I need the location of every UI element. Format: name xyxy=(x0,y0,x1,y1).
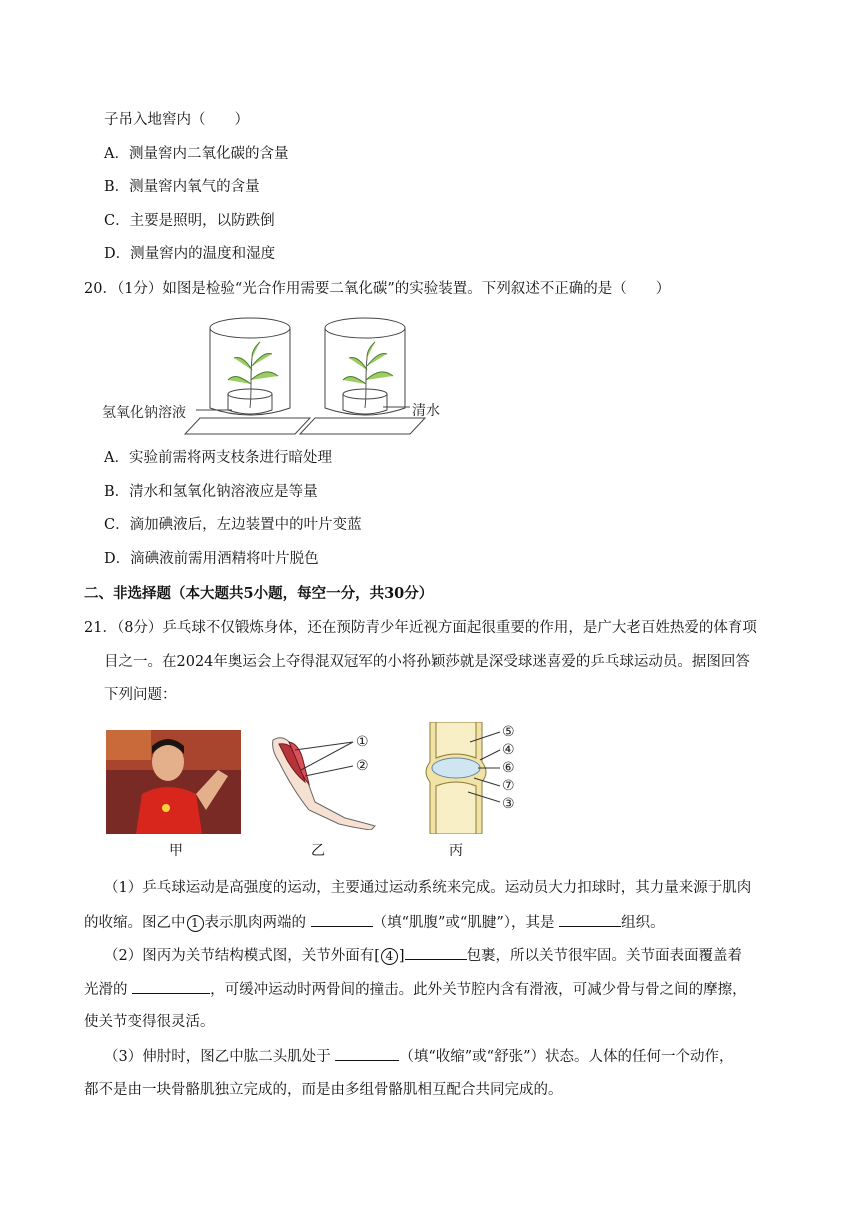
q19-stem-tail: 子吊入地窖内（ ） xyxy=(104,112,249,128)
yi-label-2: ② xyxy=(356,758,369,774)
q21-p2-line3: 使关节变得很灵活。 xyxy=(84,1014,215,1030)
label-clear-water: 清水 xyxy=(412,403,440,419)
athlete-photo xyxy=(106,730,241,834)
q21-p3-line2: 都不是由一块骨骼肌独立完成的，而是由多组骨骼肌相互配合共同完成的。 xyxy=(84,1082,563,1098)
q21-p2-text-a: （2）图丙为关节结构模式图，关节外面有[ xyxy=(104,948,380,964)
q21-stem-line3: 下列问题： xyxy=(104,687,177,703)
q21-p1-text-d: 组织。 xyxy=(621,915,665,931)
q21-p2-text-b: ] xyxy=(398,948,405,964)
q20-option-d: D．滴碘液前需用酒精将叶片脱色 xyxy=(104,551,319,567)
bing-label-3: ③ xyxy=(502,796,515,812)
q20-option-b: B．清水和氢氧化钠溶液应是等量 xyxy=(104,484,318,500)
q19-option-a: A．测量窖内二氧化碳的含量 xyxy=(104,146,289,162)
q21-p1-line2 xyxy=(84,912,665,933)
answer-blank-1[interactable] xyxy=(311,912,373,927)
q21-p2-line2 xyxy=(84,979,747,1000)
q20-option-a: A．实验前需将两支枝条进行暗处理 xyxy=(104,450,332,466)
yi-label-1: ① xyxy=(356,734,369,750)
q21-p2-line1 xyxy=(104,945,742,966)
answer-blank-3[interactable] xyxy=(405,945,467,960)
answer-blank-5[interactable] xyxy=(335,1046,399,1061)
q21-p2-text-d: 光滑的 xyxy=(84,982,128,998)
answer-blank-4[interactable] xyxy=(132,979,210,994)
q19-option-c: C．主要是照明，以防跌倒 xyxy=(104,213,275,229)
section-heading: 二、非选择题（本大题共5小题，每空一分，共30分） xyxy=(84,585,434,602)
caption-jia: 甲 xyxy=(169,843,183,859)
q21-p1-text-a: 的收缩。图乙中 xyxy=(84,915,186,931)
q21-p3-line1 xyxy=(104,1046,734,1067)
q19-option-d: D．测量窖内的温度和湿度 xyxy=(104,246,276,262)
q21-p2-text-e: ，可缓冲运动时两骨间的撞击。此外关节腔内含有滑液，可减少骨与骨之间的摩擦， xyxy=(210,982,747,998)
caption-yi: 乙 xyxy=(311,843,325,859)
q21-p3-text-b: （填“收缩”或“舒张”）状态。人体的任何一个动作， xyxy=(399,1049,734,1065)
bing-label-4: ④ xyxy=(502,742,515,758)
circled-number-1: 1 xyxy=(187,915,204,932)
bing-label-5: ⑤ xyxy=(502,724,515,740)
q20-stem: 20．（1分）如图是检验“光合作用需要二氧化碳”的实验装置。下列叙述不正确的是（ ） xyxy=(84,281,671,297)
q21-stem-line2: 目之一。在2024年奥运会上夺得混双冠军的小将孙颖莎就是深受球迷喜爱的乒乓球运动员。据图回答 xyxy=(104,654,750,670)
q21-p2-text-c: 包裹，所以关节很牢固。关节面表面覆盖着 xyxy=(466,948,743,964)
circled-number-4: 4 xyxy=(381,948,398,965)
bing-label-7: ⑦ xyxy=(502,778,515,794)
q21-p1-text-c: （填“肌腹”或“肌腱”），其是 xyxy=(372,915,555,931)
q21-p3-text-a: （3）伸肘时，图乙中肱二头肌处于 xyxy=(104,1049,331,1065)
caption-bing: 丙 xyxy=(449,843,463,859)
q21-stem-line1: 21．（8分）乒乓球不仅锻炼身体，还在预防青少年近视方面起很重要的作用，是广大老百姓热爱的体育项 xyxy=(84,620,757,636)
answer-blank-2[interactable] xyxy=(559,912,621,927)
label-sodium-hydroxide: 氢氧化钠溶液 xyxy=(102,405,186,421)
q21-p1-text-b: 表示肌肉两端的 xyxy=(204,915,306,931)
q20-option-c: C．滴加碘液后，左边装置中的叶片变蓝 xyxy=(104,517,362,533)
bing-label-6: ⑥ xyxy=(502,760,515,776)
q21-p1-line1: （1）乒乓球运动是高强度的运动，主要通过运动系统来完成。运动员大力扣球时，其力量来源于肌肉 xyxy=(104,880,752,896)
q19-option-b: B．测量窖内氧气的含量 xyxy=(104,179,260,195)
